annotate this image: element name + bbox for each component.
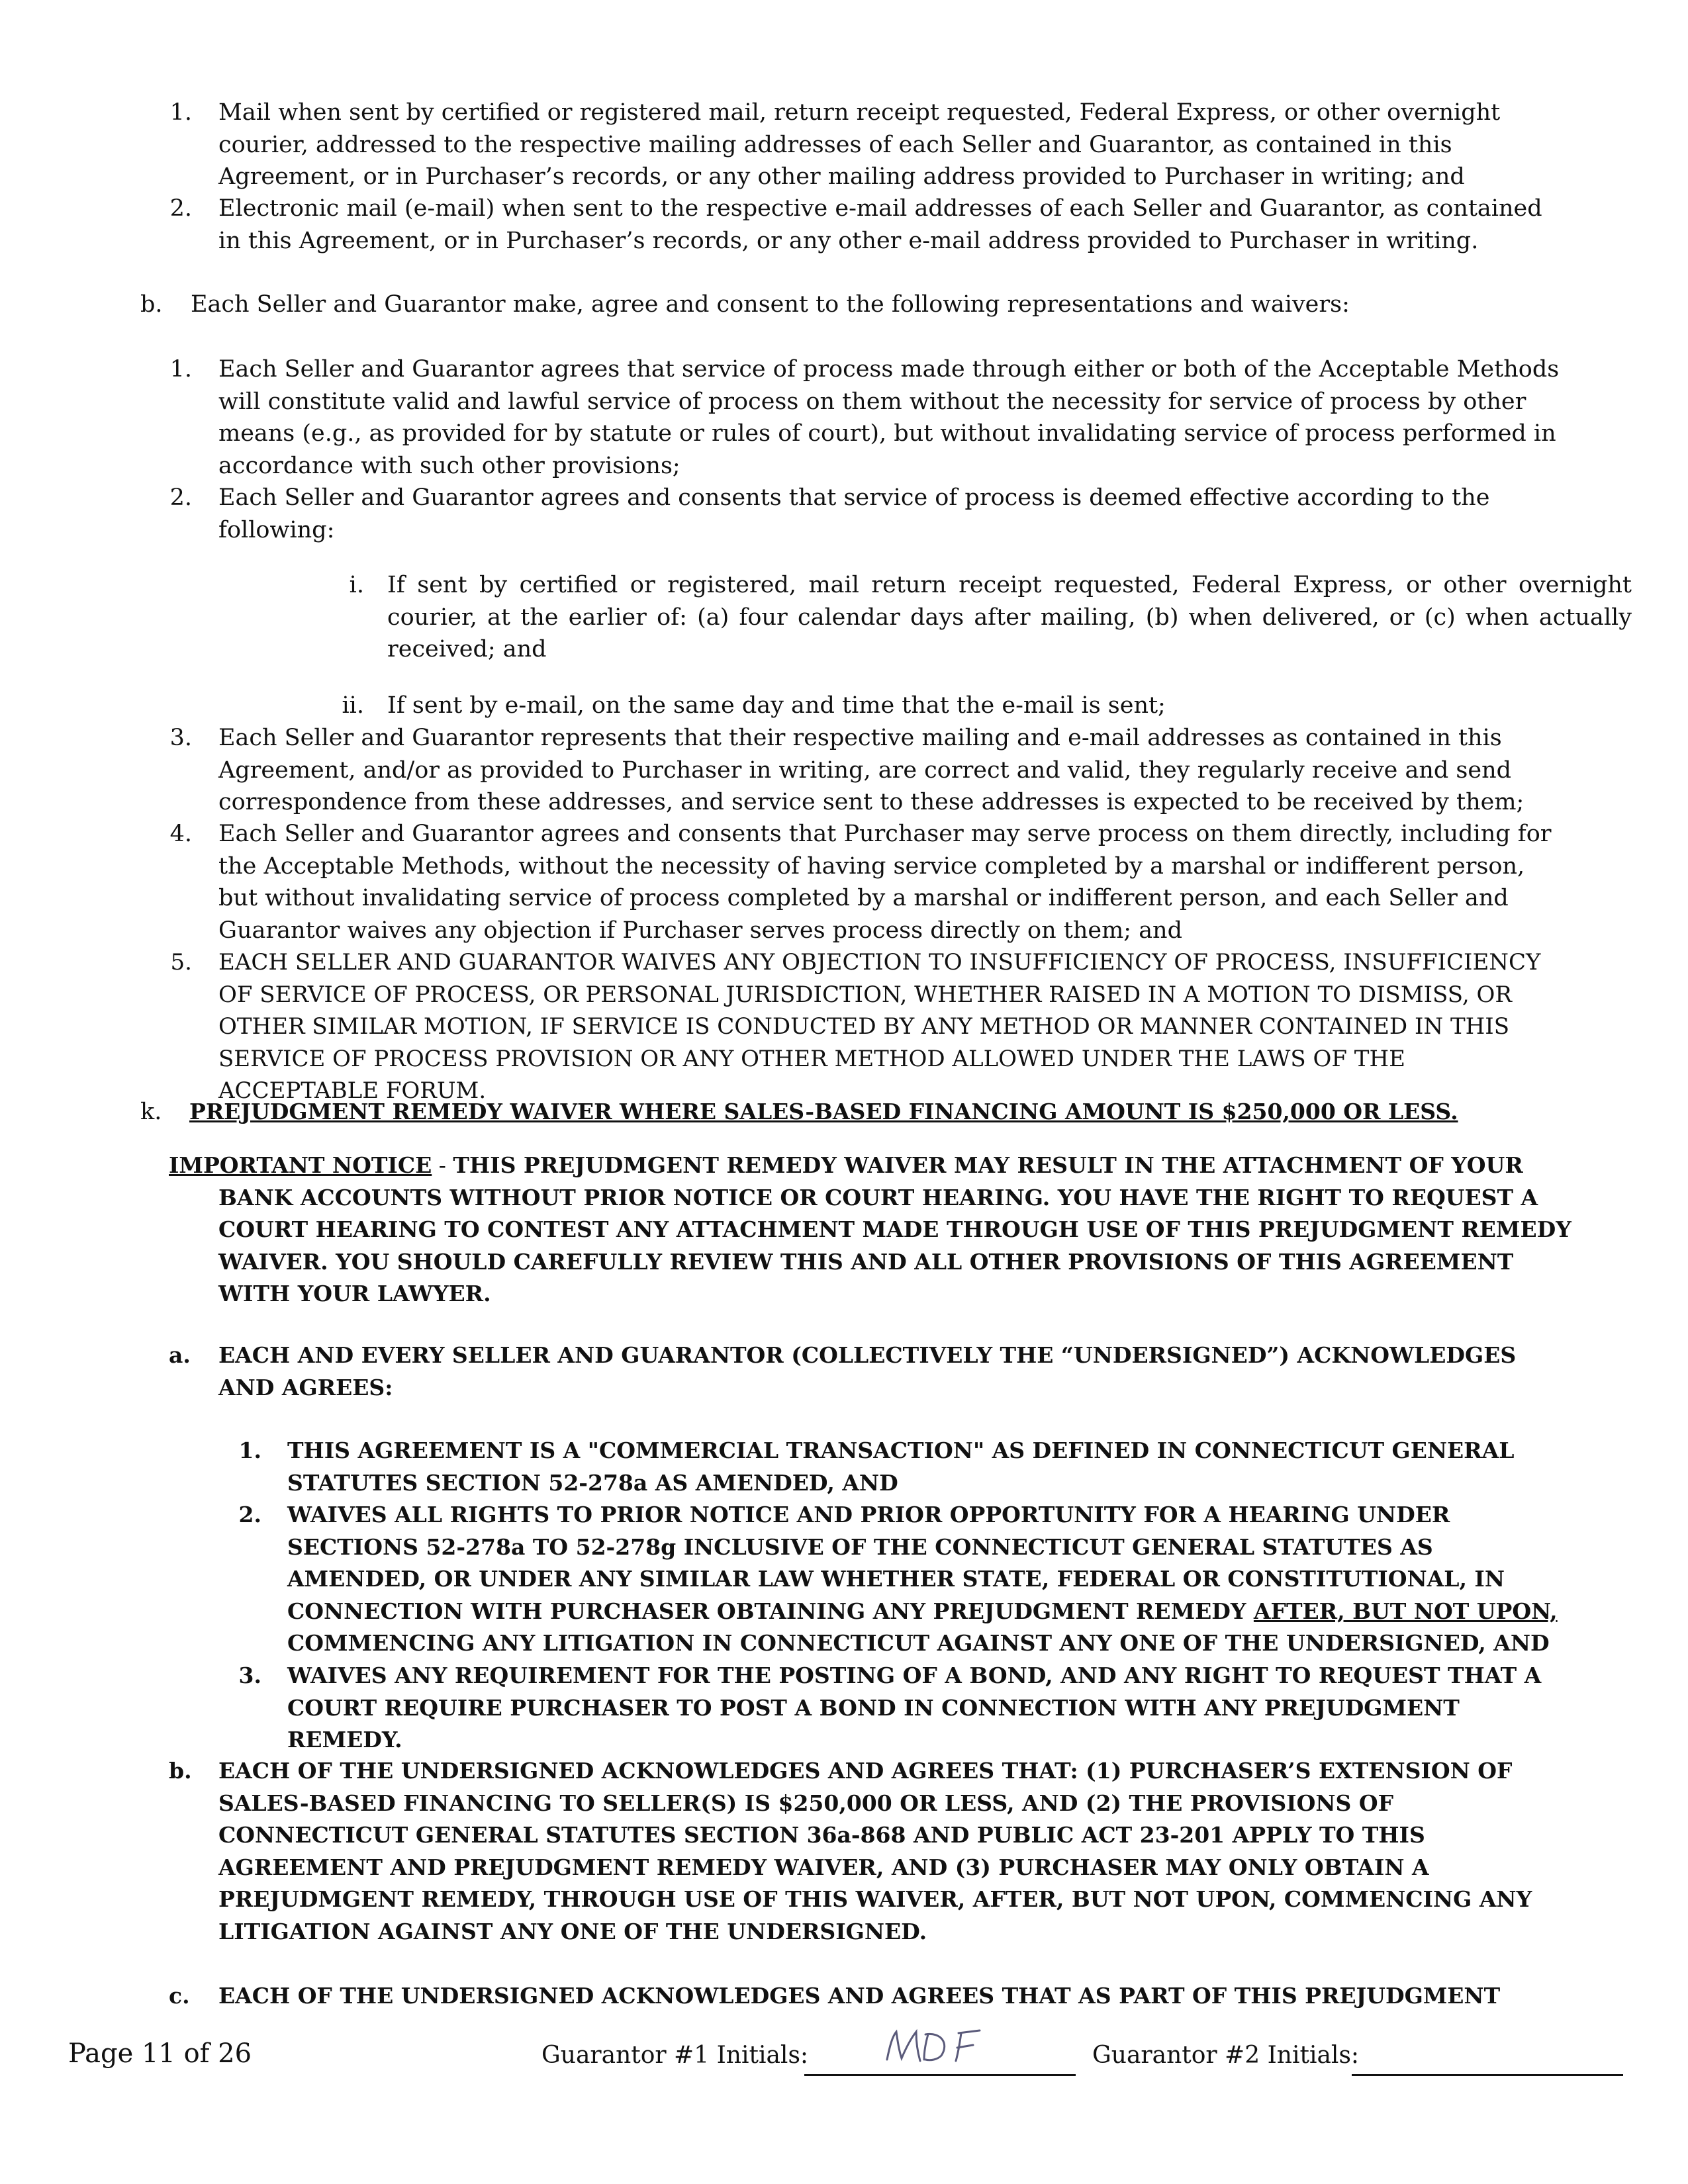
guarantor2-initials-label: Guarantor #2 Initials: — [1092, 2042, 1360, 2069]
item-text-before: WAIVES ALL RIGHTS TO PRIOR NOTICE AND PRIOR OPPORTUNITY FOR A HEARING UNDER SECTIONS 52-278a TO 52-278g INCLUSIVE OF THE CONNECTICUT GENERAL STATUTES AS AMENDED, OR UNDER ANY SIMILAR LAW WHETHER STATE, FEDERAL OR CONSTITUTIONAL, IN CONNECTION WITH PURCHASER OBTAINING ANY PREJUDGMENT REMEDY — [287, 1502, 1505, 1624]
list-item-text: Electronic mail (e-mail) when sent to the respective e-mail addresses of each Seller and Guarantor, as contained in this Agreement, or in Purchaser’s records, or any other e-mail address provided to Purchaser in writing. — [218, 195, 1542, 254]
list-item-text: EACH SELLER AND GUARANTOR WAIVES ANY OBJECTION TO INSUFFICIENCY OF PROCESS, INSUFFICIENCY OF SERVICE OF PROCESS, OR PERSONAL JURISDICTION, WHETHER RAISED IN A MOTION TO DISMISS, OR OTHER SIMILAR MOTION, IF SERVICE IS CONDUCTED BY ANY METHOD OR MANNER CONTAINED IN THIS SERVICE OF PROCESS PROVISION OR ANY OTHER METHOD ALLOWED UNDER THE LAWS OF THE ACCEPTABLE FORUM. — [218, 949, 1541, 1104]
section-heading: PREJUDGMENT REMEDY WAIVER WHERE SALES-BASED FINANCING AMOUNT IS $250,000 OR LESS. — [189, 1099, 1458, 1124]
clause-letter: a. — [169, 1342, 191, 1368]
section-intro-text: Each Seller and Guarantor make, agree and consent to the following representations and waivers: — [191, 291, 1350, 318]
notice-label: IMPORTANT NOTICE — [169, 1152, 432, 1178]
list-number: 1. — [238, 1437, 261, 1463]
clause-text: EACH AND EVERY SELLER AND GUARANTOR (COLLECTIVELY THE “UNDERSIGNED”) ACKNOWLEDGES AND AGREES: — [218, 1342, 1517, 1400]
notice-text: THIS PREJUDMGENT REMEDY WAIVER MAY RESULT IN THE ATTACHMENT OF YOUR BANK ACCOUNTS WITHOUT PRIOR NOTICE OR COURT HEARING. YOU HAVE THE RIGHT TO REQUEST A COURT HEARING TO CONTEST ANY ATTACHMENT MADE THROUGH USE OF THIS PREJUDGMENT REMEDY WAIVER. YOU SHOULD CAREFULLY REVIEW THIS AND ALL OTHER PROVISIONS OF THIS AGREEMENT WITH YOUR LAWYER. — [218, 1152, 1571, 1306]
clause-text: EACH OF THE UNDERSIGNED ACKNOWLEDGES AND AGREES THAT AS PART OF THIS PREJUDGMENT — [218, 1983, 1501, 2009]
list-item-text: Mail when sent by certified or registered mail, return receipt requested, Federal Express, or other overnight courier, addressed to the respective mailing addresses of each Seller and Guarantor, as contained in this Agreement, or in Purchaser’s records, or any other mailing address provided to Purchaser in writing; and — [218, 99, 1501, 190]
sub-list-number: ii. — [342, 692, 364, 719]
important-notice — [169, 1150, 1572, 1310]
item-text-after: COMMENCING ANY LITIGATION IN CONNECTICUT AGAINST ANY ONE OF THE UNDERSIGNED, AND — [287, 1630, 1550, 1656]
guarantor1-signature-line — [804, 2074, 1076, 2076]
guarantor1-initials-signature — [880, 2020, 1013, 2073]
list-item-text: THIS AGREEMENT IS A "COMMERCIAL TRANSACTION" AS DEFINED IN CONNECTICUT GENERAL STATUTES SECTION 52-278a AS AMENDED, AND — [287, 1437, 1515, 1496]
clause-letter: b. — [169, 1758, 192, 1784]
list-item-text: WAIVES ANY REQUIREMENT FOR THE POSTING OF A BOND, AND ANY RIGHT TO REQUEST THAT A COURT REQUIRE PURCHASER TO POST A BOND IN CONNECTION WITH ANY PREJUDGMENT REMEDY. — [287, 1662, 1542, 1752]
guarantor2-signature-line — [1352, 2074, 1623, 2076]
list-number: 3. — [169, 725, 192, 751]
list-number: 4. — [169, 821, 192, 847]
sub-list-number: i. — [349, 572, 364, 598]
list-item-text — [287, 1499, 1578, 1660]
clause-letter: c. — [169, 1983, 190, 2009]
list-item-text: Each Seller and Guarantor agrees and consents that Purchaser may serve process on them directly, including for the Acceptable Methods, without the necessity of having service completed by a marshal or indifferent person, but without invalidating service of process completed by a marshal or indifferent person, and each Seller and Guarantor waives any objection if Purchaser serves process directly on them; and — [218, 821, 1552, 944]
list-item-text: Each Seller and Guarantor agrees that service of process made through either or both of the Acceptable Methods will constitute valid and lawful service of process on them without the necessity for service of process by other means (e.g., as provided for by statute or rules of court), but without invalidating service of process performed in accordance with such other provisions; — [218, 356, 1560, 479]
list-number: 1. — [169, 99, 192, 126]
sub-list-item-text: If sent by e-mail, on the same day and time that the e-mail is sent; — [387, 692, 1166, 719]
list-item-text: Each Seller and Guarantor agrees and consents that service of process is deemed effective according to the following: — [218, 484, 1490, 543]
page-number: Page 11 of 26 — [68, 2038, 252, 2069]
sub-list-item-text: If sent by certified or registered, mail return receipt requested, Federal Express, or other overnight courier, at the earlier of: (a) four calendar days after mailing, (b) when delivered, or (c) when actually received; and — [387, 572, 1632, 662]
list-number: 2. — [238, 1502, 261, 1527]
list-number: 2. — [169, 195, 192, 222]
section-letter: k. — [140, 1099, 162, 1125]
clause-text: EACH OF THE UNDERSIGNED ACKNOWLEDGES AND AGREES THAT: (1) PURCHASER’S EXTENSION OF SALES-BASED FINANCING TO SELLER(S) IS $250,000 OR LESS, AND (2) THE PROVISIONS OF CONNECTICUT GENERAL STATUTES SECTION 36a-868 AND PUBLIC ACT 23-201 APPLY TO THIS AGREEMENT AND PREJUDGMENT REMEDY WAIVER, AND (3) PURCHASER MAY ONLY OBTAIN A PREJUDMGENT REMEDY, THROUGH USE OF THIS WAIVER, AFTER, BUT NOT UPON, COMMENCING ANY LITIGATION AGAINST ANY ONE OF THE UNDERSIGNED. — [218, 1758, 1532, 1944]
list-number: 2. — [169, 484, 192, 511]
list-number: 1. — [169, 356, 192, 383]
notice-dash: - — [432, 1152, 453, 1178]
list-number: 3. — [238, 1662, 261, 1688]
list-item-text: Each Seller and Guarantor represents that their respective mailing and e-mail addresses as contained in this Agreement, and/or as provided to Purchaser in writing, are correct and valid, they regularly receive and send correspondence from these addresses, and service sent to these addresses is expected to be received by them; — [218, 725, 1524, 815]
list-number: 5. — [170, 949, 192, 976]
section-letter: b. — [140, 291, 163, 318]
item-text-underlined: AFTER, BUT NOT UPON, — [1253, 1598, 1558, 1624]
guarantor1-initials-label: Guarantor #1 Initials: — [541, 2042, 809, 2069]
